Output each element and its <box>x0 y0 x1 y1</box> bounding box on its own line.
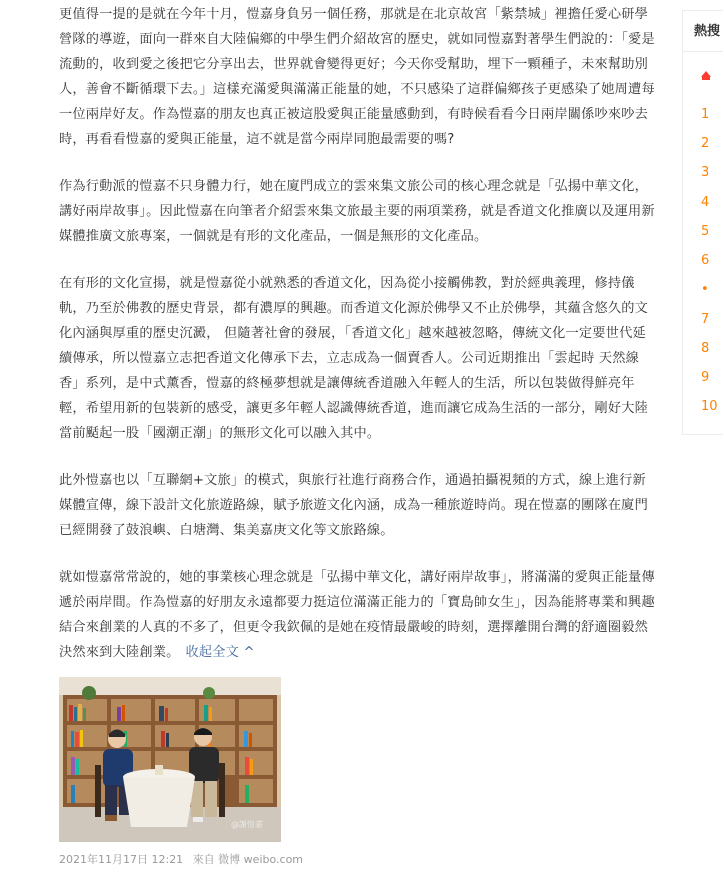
article-paragraph-1: 更值得一提的是就在今年十月，愷嘉身負另一個任務，那就是在北京故宮「紫禁城」裡擔任愛心研學營隊的導遊，面向一群來自大陸偏鄉的中學生們介紹故宮的歷史，就如同愷嘉對著學生們說的：「愛是流動的，收到愛之後把它分享出去，世界就會變得更好；今天你受幫助，埋下一顆種子，未來幫助別人，善會不斷循環下去。」這樣充滿愛與滿滿正能量的她，不只感染了這群偏鄉孩子更感染了她周遭每一位兩岸好友。作為愷嘉的朋友也真正被這股愛與正能量感動到，有時候看看今日兩岸關係吵來吵去時，再看看愷嘉的愛與正能量，這不就是當今兩岸同胞最需要的嗎? <box>59 7 655 147</box>
trending-up-icon-bar <box>702 77 710 80</box>
hot-search-rank-2[interactable]: 2 <box>701 136 710 151</box>
hot-search-rank-9[interactable]: 9 <box>701 370 710 385</box>
post-time: 2021年11月17日 12:21 <box>59 853 184 866</box>
post-meta <box>59 851 655 867</box>
collapse-full-text-link[interactable]: 收起全文 ^ <box>185 645 255 660</box>
article-paragraph-2: 作為行動派的愷嘉不只身體力行，她在廈門成立的雲來集文旅公司的核心理念就是「弘揚中華文化，講好兩岸故事」。因此愷嘉在向筆者介紹雲來集文旅最主要的兩項業務，就是香道文化推廣以及運用新媒體推廣文旅專案，一個就是有形的文化產品，一個是無形的文化產品。 <box>59 179 655 244</box>
hot-search-rank-3[interactable]: 3 <box>701 165 710 180</box>
article-photo[interactable] <box>59 677 281 842</box>
post-source[interactable]: 來自 微博 weibo.com <box>192 853 304 866</box>
article-paragraph-5 <box>59 565 655 665</box>
article-paragraph-3: 在有形的文化宣揚，就是愷嘉從小就熟悉的香道文化，因為從小接觸佛教，對於經典義理，修持儀軌，乃至於佛教的歷史背景，都有濃厚的興趣。而香道文化源於佛學又不止於佛學，其蘊含悠久的文化內涵與厚重的歷史沉澱， 但隨著社會的發展，「香道文化」越來越被忽略，傳統文化一定要世代延續傳承，所以愷嘉立志把香道文化傳承下去，立志成為一個賣香人。公司近期推出「雲起時 天然線香」系列，是中式薰香，愷嘉的終極夢想就是讓傳統香道融入年輕人的生活，所以包裝做得鮮亮年輕，希望用新的包裝新的感受，讓更多年輕人認識傳統香道，進而讓它成為生活的一部分，剛好大陸當前颳起一股「國潮正潮」的無形文化可以融入其中。 <box>59 276 649 441</box>
article-paragraph-5-text: 就如愷嘉常常說的，她的事業核心理念就是「弘揚中華文化，講好兩岸故事」，將滿滿的愛與正能量傳遞於兩岸間。作為愷嘉的好朋友永遠都要力挺這位滿滿正能力的「寶島帥女生」，因為能將專業和興趣結合來創業的人真的不多了，但更令我欽佩的是她在疫情最嚴峻的時刻，選擇離開台灣的舒適圈毅然決然來到大陸創業。 <box>59 570 655 660</box>
hot-search-rank-5[interactable]: 5 <box>701 224 710 239</box>
hot-search-title: 熱搜 <box>694 24 721 39</box>
hot-search-sidebar <box>682 10 723 435</box>
photo-bookshelf-scene <box>59 677 281 842</box>
sidebar-divider <box>683 51 723 52</box>
hot-search-rank-10[interactable]: 10 <box>701 399 718 414</box>
hot-search-rank-4[interactable]: 4 <box>701 195 710 210</box>
hot-search-rank-1[interactable]: 1 <box>701 107 710 122</box>
photo-watermark: @謝愷嘉 <box>231 820 263 829</box>
hot-search-rank-7[interactable]: 7 <box>701 312 710 327</box>
article-body <box>59 0 655 867</box>
hot-search-rank-8[interactable]: 8 <box>701 341 710 356</box>
article-paragraph-4: 此外愷嘉也以「互聯網+文旅」的模式，與旅行社進行商務合作，通過拍攝視頻的方式，線上進行新媒體宣傳，線下設計文化旅遊路線，賦予旅遊文化內涵，成為一種旅遊時尚。現在愷嘉的團隊在廈門已經開發了鼓浪嶼、白塘灣、集美嘉庚文化等文旅路線。 <box>59 473 649 538</box>
hot-search-rank-6[interactable]: 6 <box>701 253 710 268</box>
hot-search-rank-dot[interactable]: • <box>701 282 709 297</box>
